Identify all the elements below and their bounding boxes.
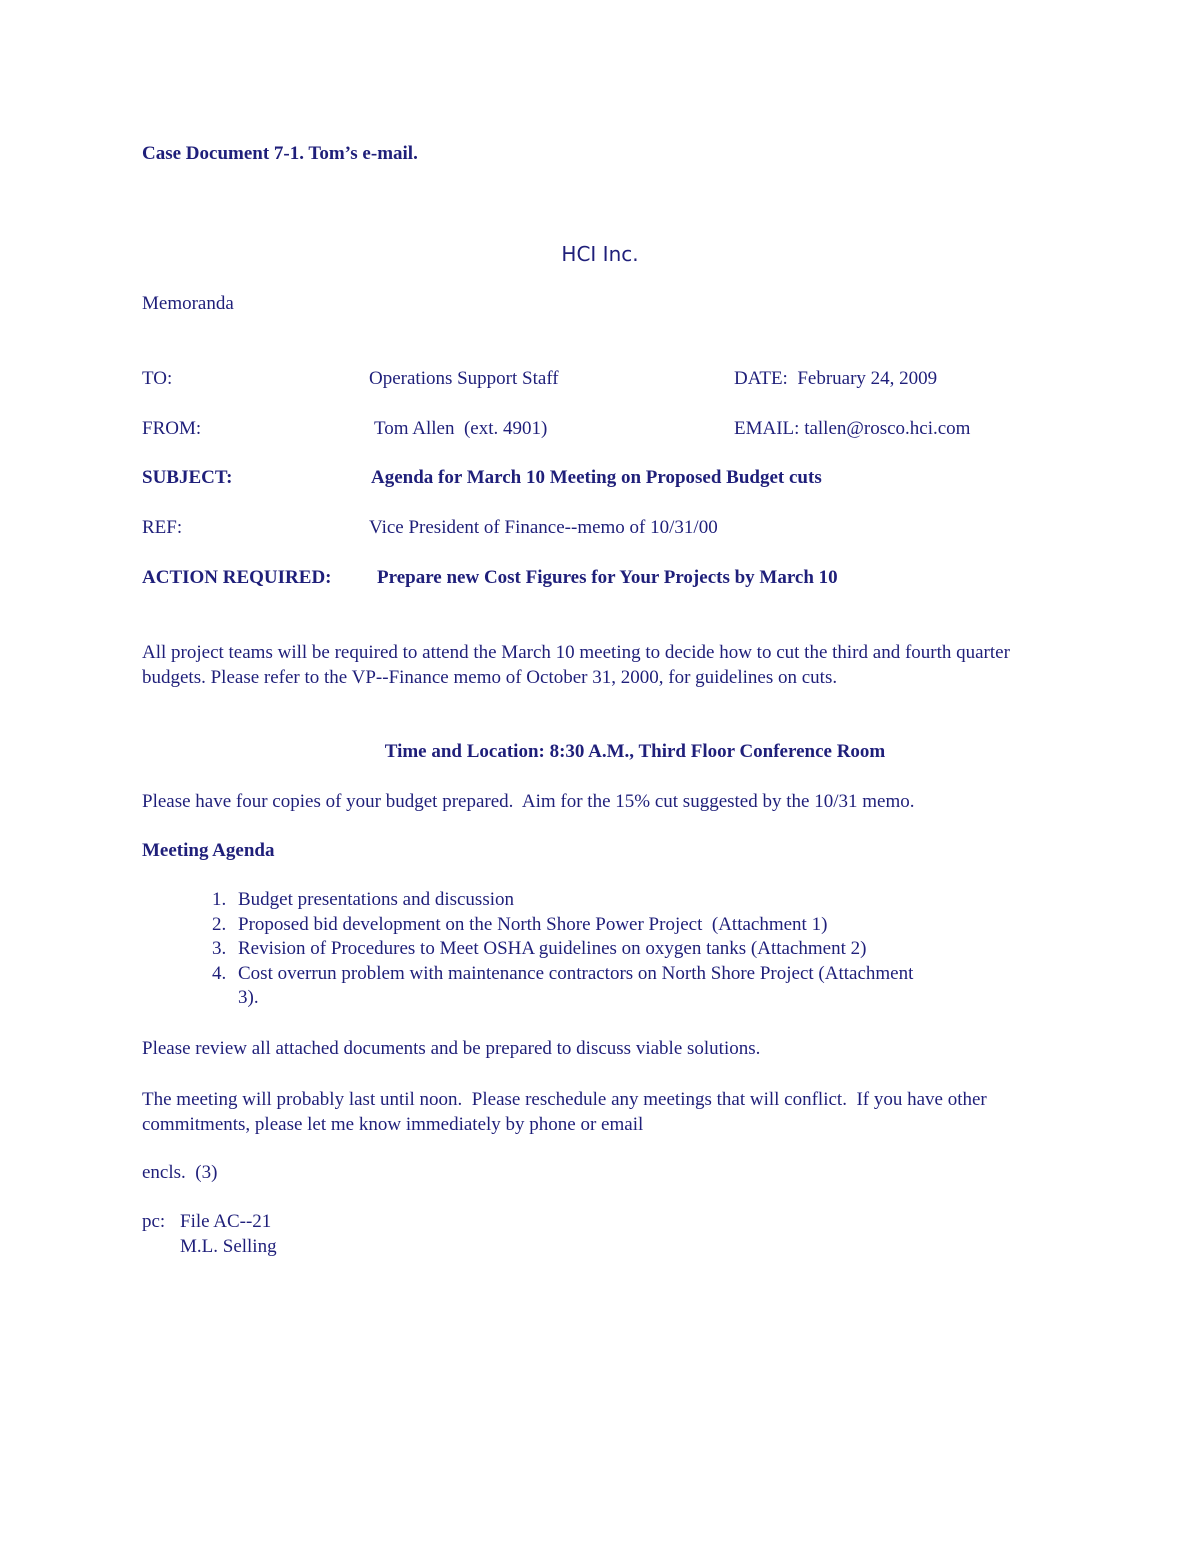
date-value: February 24, 2009 bbox=[797, 368, 938, 389]
agenda-item-text: Budget presentations and discussion bbox=[238, 889, 514, 910]
from-label: FROM: bbox=[142, 418, 202, 439]
agenda-item-number: 2. bbox=[212, 913, 227, 935]
agenda-item-text: Proposed bid development on the North Shore Power Project (Attachment 1) bbox=[238, 913, 828, 935]
pc-file: File AC--21 bbox=[180, 1211, 272, 1232]
document-type: Memoranda bbox=[142, 293, 234, 314]
to-value: Operations Support Staff bbox=[369, 368, 559, 389]
pc-recipient: M.L. Selling bbox=[180, 1236, 277, 1257]
agenda-item bbox=[212, 937, 998, 962]
subject-label: SUBJECT: bbox=[142, 467, 233, 488]
from-value: Tom Allen (ext. 4901) bbox=[374, 418, 548, 439]
case-document-title: Case Document 7-1. Tom’s e-mail. bbox=[142, 143, 418, 164]
agenda-item-number: 3. bbox=[212, 938, 227, 960]
enclosures: encls. (3) bbox=[142, 1162, 218, 1183]
company-name: HCI Inc. bbox=[561, 242, 639, 266]
ref-label: REF: bbox=[142, 517, 183, 538]
date-field bbox=[734, 367, 937, 391]
intro-paragraph: All project teams will be required to attend the March 10 meeting to decide how to cut the third and fourth quarter budgets. Please refer to the VP--Finance memo of October 31, 2000, for guidelines on cuts. bbox=[142, 642, 1010, 688]
ref-value: Vice President of Finance--memo of 10/31/00 bbox=[369, 517, 718, 538]
closing-paragraph: The meeting will probably last until noon. Please reschedule any meetings that will conflict. If you have other commitments, please let me know immediately by phone or email bbox=[142, 1089, 992, 1135]
agenda-item-text: Revision of Procedures to Meet OSHA guidelines on oxygen tanks (Attachment 2) bbox=[238, 938, 867, 960]
pc-label: pc: bbox=[142, 1211, 166, 1232]
action-required-label: ACTION REQUIRED: bbox=[142, 567, 332, 588]
to-label: TO: bbox=[142, 368, 173, 389]
time-location: Time and Location: 8:30 A.M., Third Floor Conference Room bbox=[384, 741, 886, 762]
email-value: tallen@rosco.hci.com bbox=[804, 418, 971, 439]
agenda-item bbox=[212, 913, 998, 938]
review-paragraph: Please review all attached documents and be prepared to discuss viable solutions. bbox=[142, 1038, 761, 1059]
agenda-heading: Meeting Agenda bbox=[142, 840, 275, 861]
subject-value: Agenda for March 10 Meeting on Proposed Budget cuts bbox=[371, 467, 822, 488]
agenda-item-text: Cost overrun problem with maintenance contractors on North Shore Project (Attachment 3). bbox=[238, 962, 914, 1009]
action-required-value: Prepare new Cost Figures for Your Projects by March 10 bbox=[377, 567, 838, 588]
email-label: EMAIL: bbox=[734, 418, 800, 439]
agenda-item-number: 1. bbox=[212, 889, 227, 910]
agenda-item-number: 4. bbox=[212, 962, 227, 984]
agenda-item bbox=[212, 962, 918, 1011]
date-label: DATE: bbox=[734, 368, 788, 389]
copies-paragraph: Please have four copies of your budget prepared. Aim for the 15% cut suggested by the 10/31 memo. bbox=[142, 791, 915, 812]
agenda-list bbox=[212, 888, 998, 1011]
email-field bbox=[734, 417, 970, 441]
agenda-item bbox=[212, 888, 998, 913]
